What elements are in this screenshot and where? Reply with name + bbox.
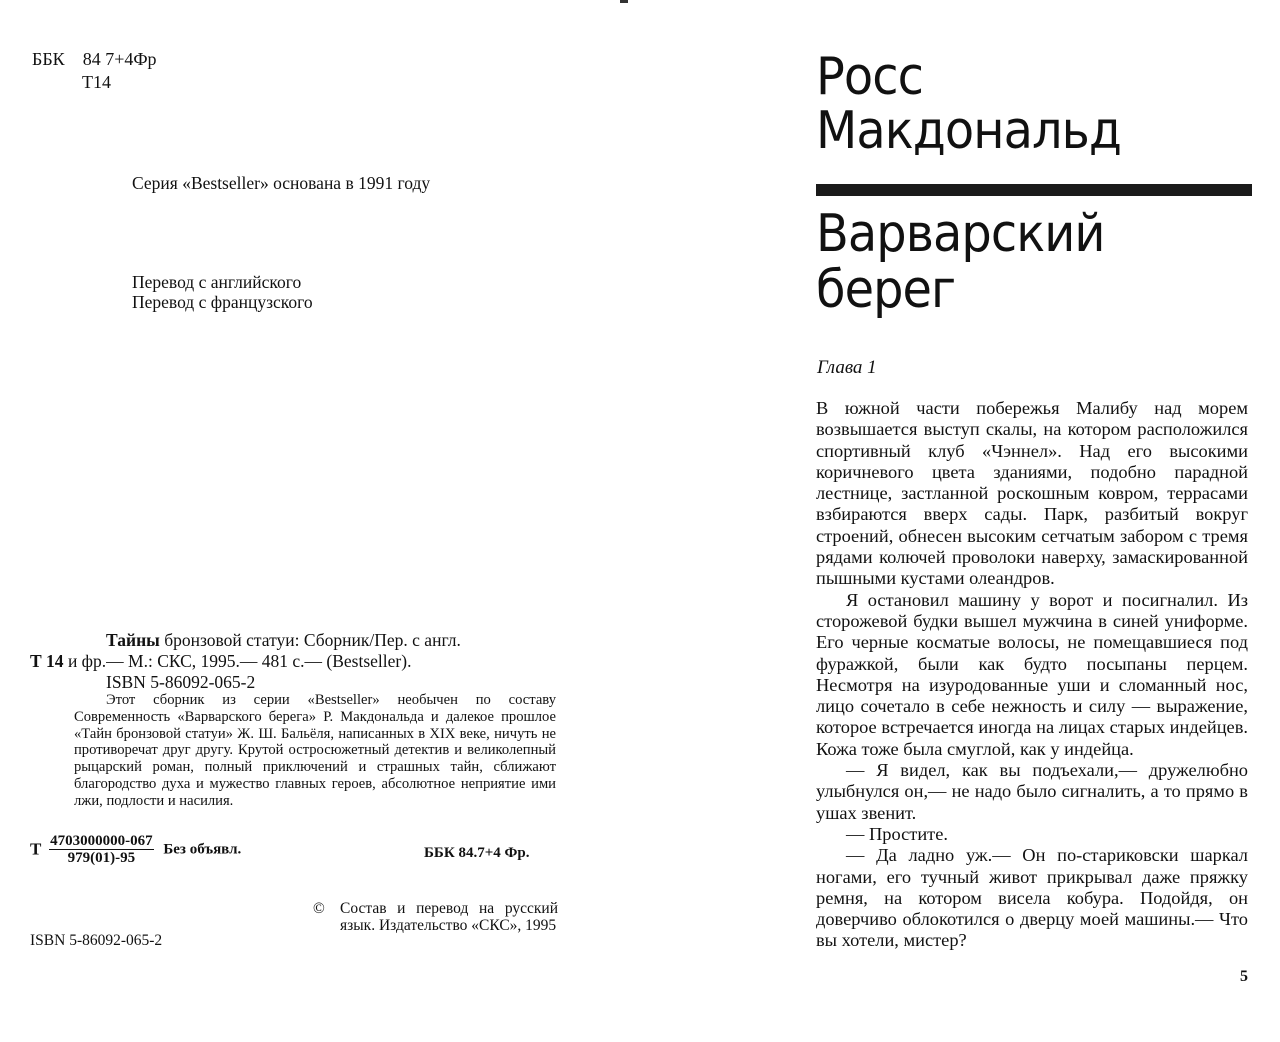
bbk-code: 84 7+4Фр — [82, 49, 157, 69]
copyright-notice — [313, 900, 558, 934]
abstract — [74, 692, 556, 810]
biblio-title-rest: бронзовой статуи: Сборник/Пер. с англ. — [159, 630, 461, 650]
biblio-mark: Т 14 — [30, 651, 64, 671]
bibliographic-record — [30, 630, 558, 693]
imprint-letter: Т — [30, 839, 42, 859]
bbk-classification-bottom: ББК 84.7+4 Фр. — [424, 845, 530, 861]
author-name — [816, 47, 1122, 161]
author-line: Росс — [816, 47, 924, 107]
abstract-text: Этот сборник из серии «Bestseller» необычен по составу Современность «Варварского берега» Р. Макдональда и далекое прошлое «Тайн бронзовой статуи» Ж. Ш. Бальёля, написанных в XIX веке, ничуть не противоречат друг другу. Крутой остросюжетный детектив и великолепный рыцарский роман, полный приключений и страшных тайн, сближают благородство духа и мужество главных героев, абсолютное неприятие ими лжи, подлости и насилия. — [74, 692, 556, 809]
bbk-classification-top — [32, 48, 157, 70]
price-note: Без объявл. — [163, 841, 242, 858]
paragraph: — Простите. — [846, 823, 948, 844]
paragraph: — Да ладно уж.— Он по-стариковски шаркал ногами, его тучный живот прикрывал даже пряжку ремня, на котором висела кобура. Подойдя, он доверчиво облокотился о дверцу моей машины.— Что вы хотели, мистер? — [816, 845, 1248, 951]
translation-notes — [132, 272, 313, 312]
title-line: берег — [816, 260, 956, 320]
title-line: Варварский — [816, 204, 1105, 264]
paragraph: В южной части побережья Малибу над морем возвышается выступ скалы, на котором расположился спортивный клуб «Чэннел». Над его высокими коричневого цвета зданиями, подобно парадной лестнице, застланной роскошным ковром, террасами взбираются вверх сады. Парк, разбитый вокруг строений, обнесен высоким сетчатым забором с тремя рядами колючей проволоки наверху, замаскированной пышными кустами олеандров. — [816, 398, 1248, 589]
biblio-line-1 — [30, 630, 558, 651]
imprint-denominator: 979(01)-95 — [67, 850, 136, 866]
biblio-line-2 — [30, 651, 558, 672]
imprint-code — [30, 833, 241, 866]
imprint-numerator: 4703000000-067 — [50, 833, 153, 849]
paragraph: — Я видел, как вы подъехали,— дружелюбно улыбнулся он,— не надо было сигналить, а то прямо в ушах звенит. — [816, 760, 1248, 823]
copyright-icon: © — [313, 900, 325, 917]
chapter-body — [816, 398, 1248, 952]
imprint-fraction — [49, 833, 154, 866]
author-mark-top: Т14 — [82, 72, 111, 92]
series-note: Серия «Bestseller» основана в 1991 году — [132, 173, 431, 193]
isbn-bottom: ISBN 5-86092-065-2 — [30, 932, 163, 949]
title-divider — [816, 184, 1252, 196]
translation-note: Перевод с английского — [132, 272, 302, 292]
biblio-publication: и фр.— М.: СКС, 1995.— 481 с.— (Bestseller). — [63, 651, 412, 671]
biblio-title: Тайны — [106, 630, 160, 650]
bbk-label: ББК — [32, 49, 65, 69]
page-number: 5 — [1240, 968, 1248, 985]
copyright-text: Состав и перевод на русский язык. Издательство «СКС», 1995 — [340, 900, 558, 934]
chapter-heading: Глава 1 — [817, 357, 877, 378]
paragraph: Я остановил машину у ворот и посигналил. Из сторожевой будки вышел мужчина в синей униформе. Его черные косматые волосы, не помещавшиеся под фуражкой, были как будто посыпаны перцем. Несмотря на изуродованные уши и сломанный нос, лицо сочетало в себе нежность и силу — выражение, которое встречается иногда на лицах старых индейцев. Кожа тоже была смуглой, как у индейца. — [816, 589, 1248, 759]
author-line: Макдональд — [816, 101, 1122, 161]
book-title — [816, 206, 1105, 318]
biblio-isbn: ISBN 5-86092-065-2 — [106, 672, 256, 692]
translation-note: Перевод с французского — [132, 292, 313, 312]
